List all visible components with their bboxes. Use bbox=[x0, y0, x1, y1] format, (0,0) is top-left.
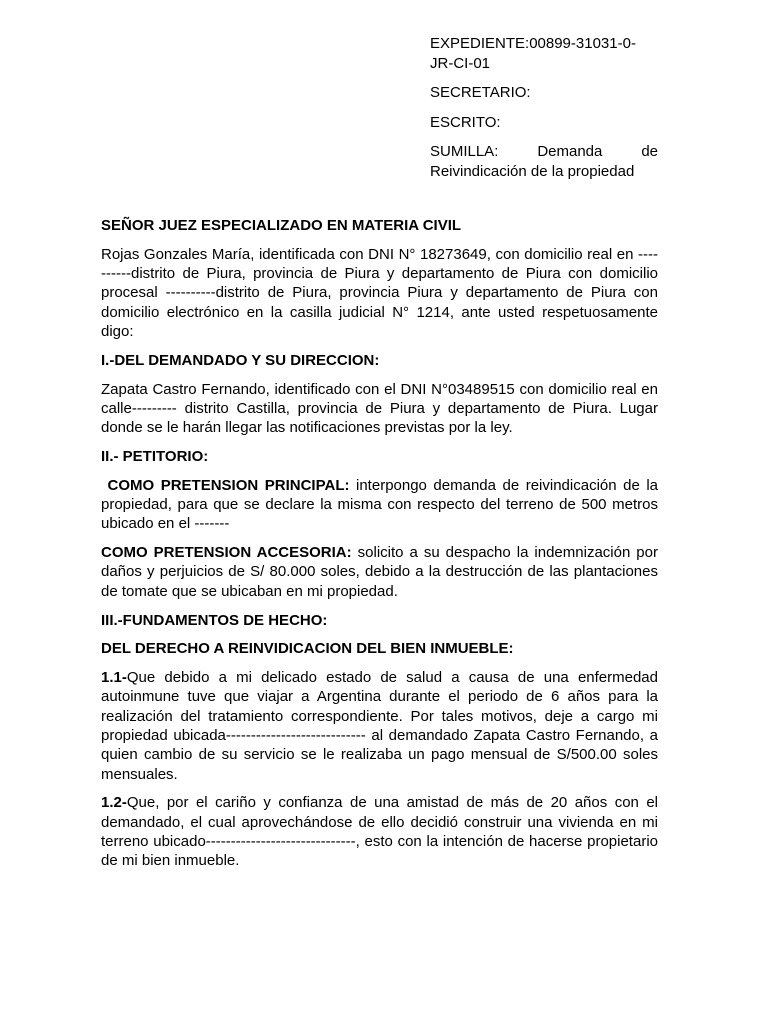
pretension-principal-paragraph bbox=[101, 476, 658, 534]
fact-item-1 bbox=[101, 668, 658, 784]
pretension-accesoria-label: COMO PRETENSION ACCESORIA: bbox=[101, 544, 352, 562]
fact-item-2 bbox=[101, 793, 658, 870]
intro-paragraph: Rojas Gonzales María, identificada con DNI N° 18273649, con domicilio real en ----------distrito de Piura, provincia de Piura y departamento de Piura con domicilio procesal ----------distrito de Piura, provincia Piura y departamento de Piura con domicilio electrónico en la casilla judicial N° 1214, ante usted respetuosamente digo: bbox=[101, 245, 658, 340]
expediente-line: EXPEDIENTE:00899-31031-0-JR-CI-01 bbox=[430, 35, 636, 72]
sumilla-label: SUMILLA: bbox=[430, 143, 499, 160]
case-header bbox=[430, 34, 658, 191]
section3-subheading: DEL DERECHO A REINVIDICACION DEL BIEN INMUEBLE: bbox=[101, 640, 514, 658]
section3-heading: III.-FUNDAMENTOS DE HECHO: bbox=[101, 611, 328, 629]
addressee-heading: SEÑOR JUEZ ESPECIALIZADO EN MATERIA CIVIL bbox=[101, 217, 462, 234]
pretension-principal-text: interpongo demanda de reivindicación de la propiedad, para que se declare la misma con respecto del terreno de 500 metros ubicado en el ------- bbox=[101, 476, 658, 533]
sumilla-first-line bbox=[430, 142, 658, 162]
sumilla-word-de: de bbox=[641, 143, 658, 160]
pretension-principal-label: COMO PRETENSION PRINCIPAL: bbox=[101, 476, 350, 494]
fact-item-1-label: 1.1- bbox=[101, 669, 127, 687]
sumilla-word-demanda: Demanda bbox=[537, 143, 603, 160]
secretario-line: SECRETARIO: bbox=[430, 84, 531, 101]
section2-heading: II.- PETITORIO: bbox=[101, 447, 209, 465]
document-body bbox=[101, 216, 658, 880]
pretension-accesoria-text: solicito a su despacho la indemnización por daños y perjuicios de S/ 80.000 soles, debido a la destrucción de las plantaciones de tomate que se ubicaban en mi propiedad. bbox=[101, 544, 658, 600]
section1-heading: I.-DEL DEMANDADO Y SU DIRECCION: bbox=[101, 351, 380, 369]
sumilla-line bbox=[430, 142, 658, 181]
escrito-line: ESCRITO: bbox=[430, 113, 501, 131]
section1-paragraph: Zapata Castro Fernando, identificado con el DNI N°03489515 con domicilio real en calle--------- distrito Castilla, provincia de Piura y departamento de Piura. Lugar donde se le harán llegar las notificaciones previstas por la ley. bbox=[101, 380, 658, 437]
sumilla-rest: Reivindicación de la propiedad bbox=[430, 162, 635, 180]
fact-item-1-text: Que debido a mi delicado estado de salud a causa de una enfermedad autoinmune tuve que viajar a Argentina durante el periodo de 6 años para la realización del tratamiento correspondiente. Por tales motivos, deje a cargo mi propiedad ubicada---------------------------- al demandado Zapata Castro Fernando, a quien cambio de su servicio se le realizaba un pago mensual de S/500.00 soles mensuales. bbox=[101, 669, 658, 783]
fact-item-2-label: 1.2- bbox=[101, 794, 127, 812]
pretension-accesoria-paragraph bbox=[101, 543, 658, 601]
fact-item-2-text: Que, por el cariño y confianza de una amistad de más de 20 años con el demandado, el cual aprovechándose de ello decidió construir una vivienda en mi terreno ubicado------------------------------, esto con la intención de hacerse propietario de mi bien inmueble. bbox=[101, 794, 658, 870]
